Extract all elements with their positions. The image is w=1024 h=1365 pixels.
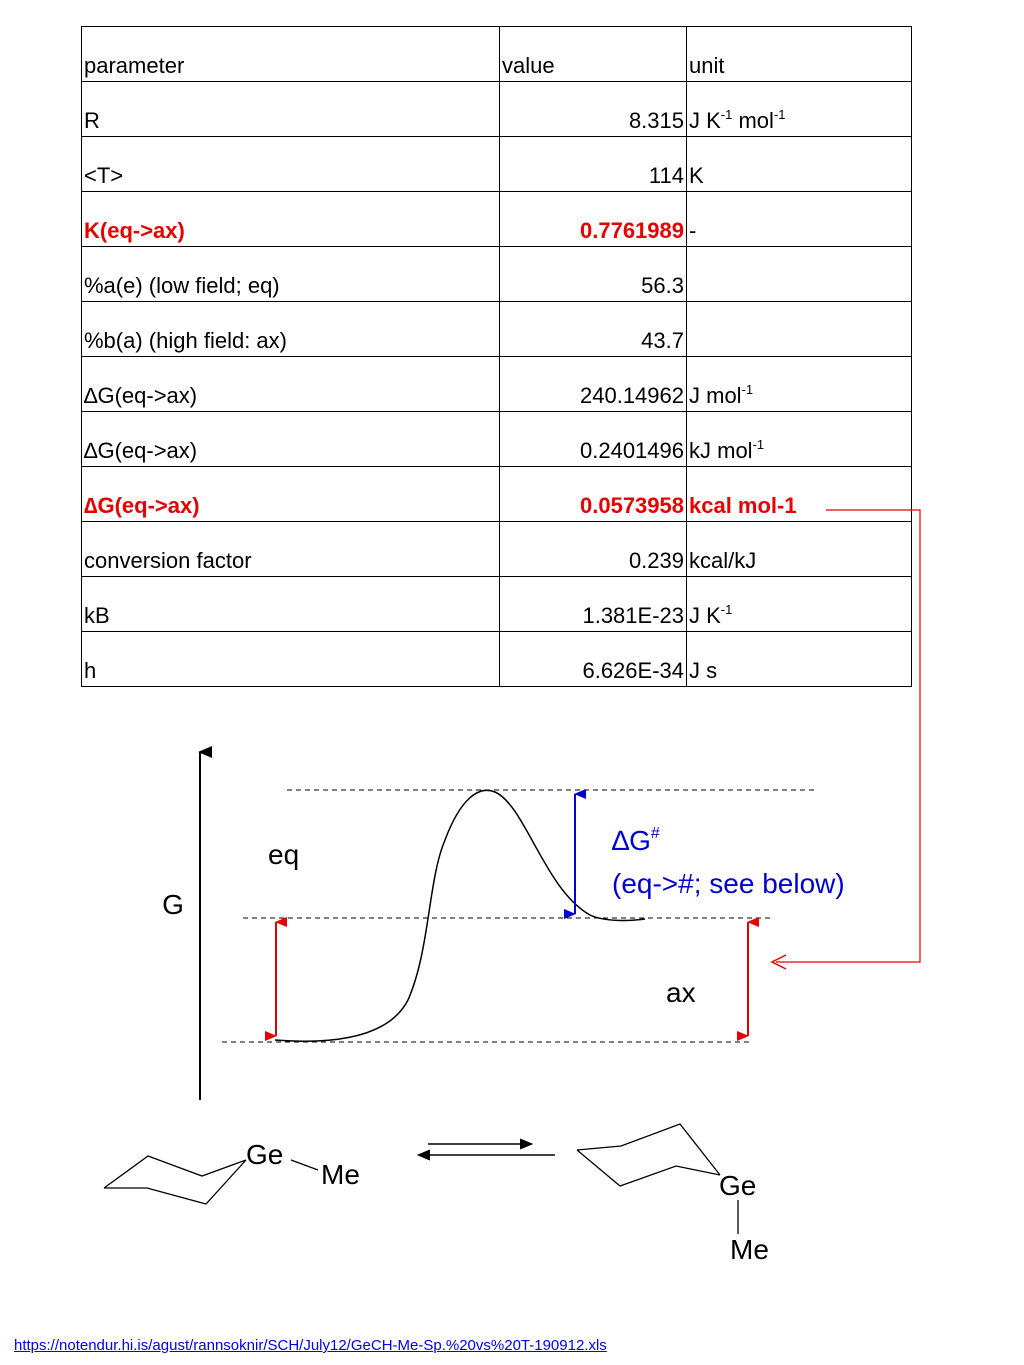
- value-cell: 6.626E-34: [500, 632, 687, 687]
- param-cell: ∆G(eq->ax): [82, 412, 500, 467]
- unit-text: mol: [732, 108, 774, 133]
- unit-cell: kcal/kJ: [687, 522, 912, 577]
- unit-cell: -: [687, 192, 912, 247]
- ge-atom-left: Ge: [246, 1139, 284, 1170]
- delta-g-sup: #: [650, 825, 660, 842]
- ge-atom-right: Ge: [719, 1170, 757, 1201]
- value-cell: 240.14962: [500, 357, 687, 412]
- value-cell: 0.7761989: [500, 192, 687, 247]
- unit-sup: -1: [741, 382, 754, 397]
- ge-me-bond-left: [291, 1160, 318, 1170]
- header-unit: unit: [687, 27, 912, 82]
- value-cell: 56.3: [500, 247, 687, 302]
- param-cell: ∆G(eq->ax): [82, 467, 500, 522]
- unit-sup: -1: [720, 107, 733, 122]
- unit-text: J mol: [689, 383, 742, 408]
- unit-text: J K: [689, 603, 721, 628]
- param-cell: R: [82, 82, 500, 137]
- cyclohexane-ring-left: [104, 1156, 246, 1204]
- cyclohexane-ring-right: [577, 1124, 720, 1186]
- eq-label: eq: [268, 839, 300, 870]
- delta-g-note: (eq->#; see below): [612, 868, 845, 899]
- unit-text: kJ mol: [689, 438, 753, 463]
- param-cell: conversion factor: [82, 522, 500, 577]
- value-cell: 1.381E-23: [500, 577, 687, 632]
- param-cell: K(eq->ax): [82, 192, 500, 247]
- value-cell: 114: [500, 137, 687, 192]
- param-cell: %b(a) (high field: ax): [82, 302, 500, 357]
- header-parameter: parameter: [82, 27, 500, 82]
- value-cell: 0.239: [500, 522, 687, 577]
- param-cell: <T>: [82, 137, 500, 192]
- source-link[interactable]: https://notendur.hi.is/agust/rannsoknir/SCH/July12/GeCH-Me-Sp.%20vs%20T-190912.xls: [14, 1337, 607, 1354]
- unit-sup: -1: [773, 107, 786, 122]
- energy-curve: [275, 790, 645, 1041]
- g-axis-label: G: [162, 889, 184, 920]
- unit-text: J K: [689, 108, 721, 133]
- forward-arrow-head: [520, 1139, 532, 1149]
- value-cell: 8.315: [500, 82, 687, 137]
- value-cell: 43.7: [500, 302, 687, 357]
- param-cell: %a(e) (low field; eq): [82, 247, 500, 302]
- reverse-arrow-head: [418, 1150, 430, 1160]
- unit-sup: -1: [752, 437, 765, 452]
- unit-sup: -1: [720, 602, 733, 617]
- unit-cell: K: [687, 137, 912, 192]
- ax-label: ax: [666, 977, 696, 1008]
- param-cell: kB: [82, 577, 500, 632]
- unit-cell: J s: [687, 632, 912, 687]
- unit-cell: kcal mol-1: [687, 467, 912, 522]
- me-group-left: Me: [321, 1159, 360, 1190]
- delta-g-label: [612, 825, 660, 856]
- delta-g-symbol: ∆G: [612, 825, 651, 856]
- value-cell: 0.0573958: [500, 467, 687, 522]
- param-cell: ∆G(eq->ax): [82, 357, 500, 412]
- header-value: value: [500, 27, 687, 82]
- param-cell: h: [82, 632, 500, 687]
- me-group-right: Me: [730, 1234, 769, 1265]
- value-cell: 0.2401496: [500, 412, 687, 467]
